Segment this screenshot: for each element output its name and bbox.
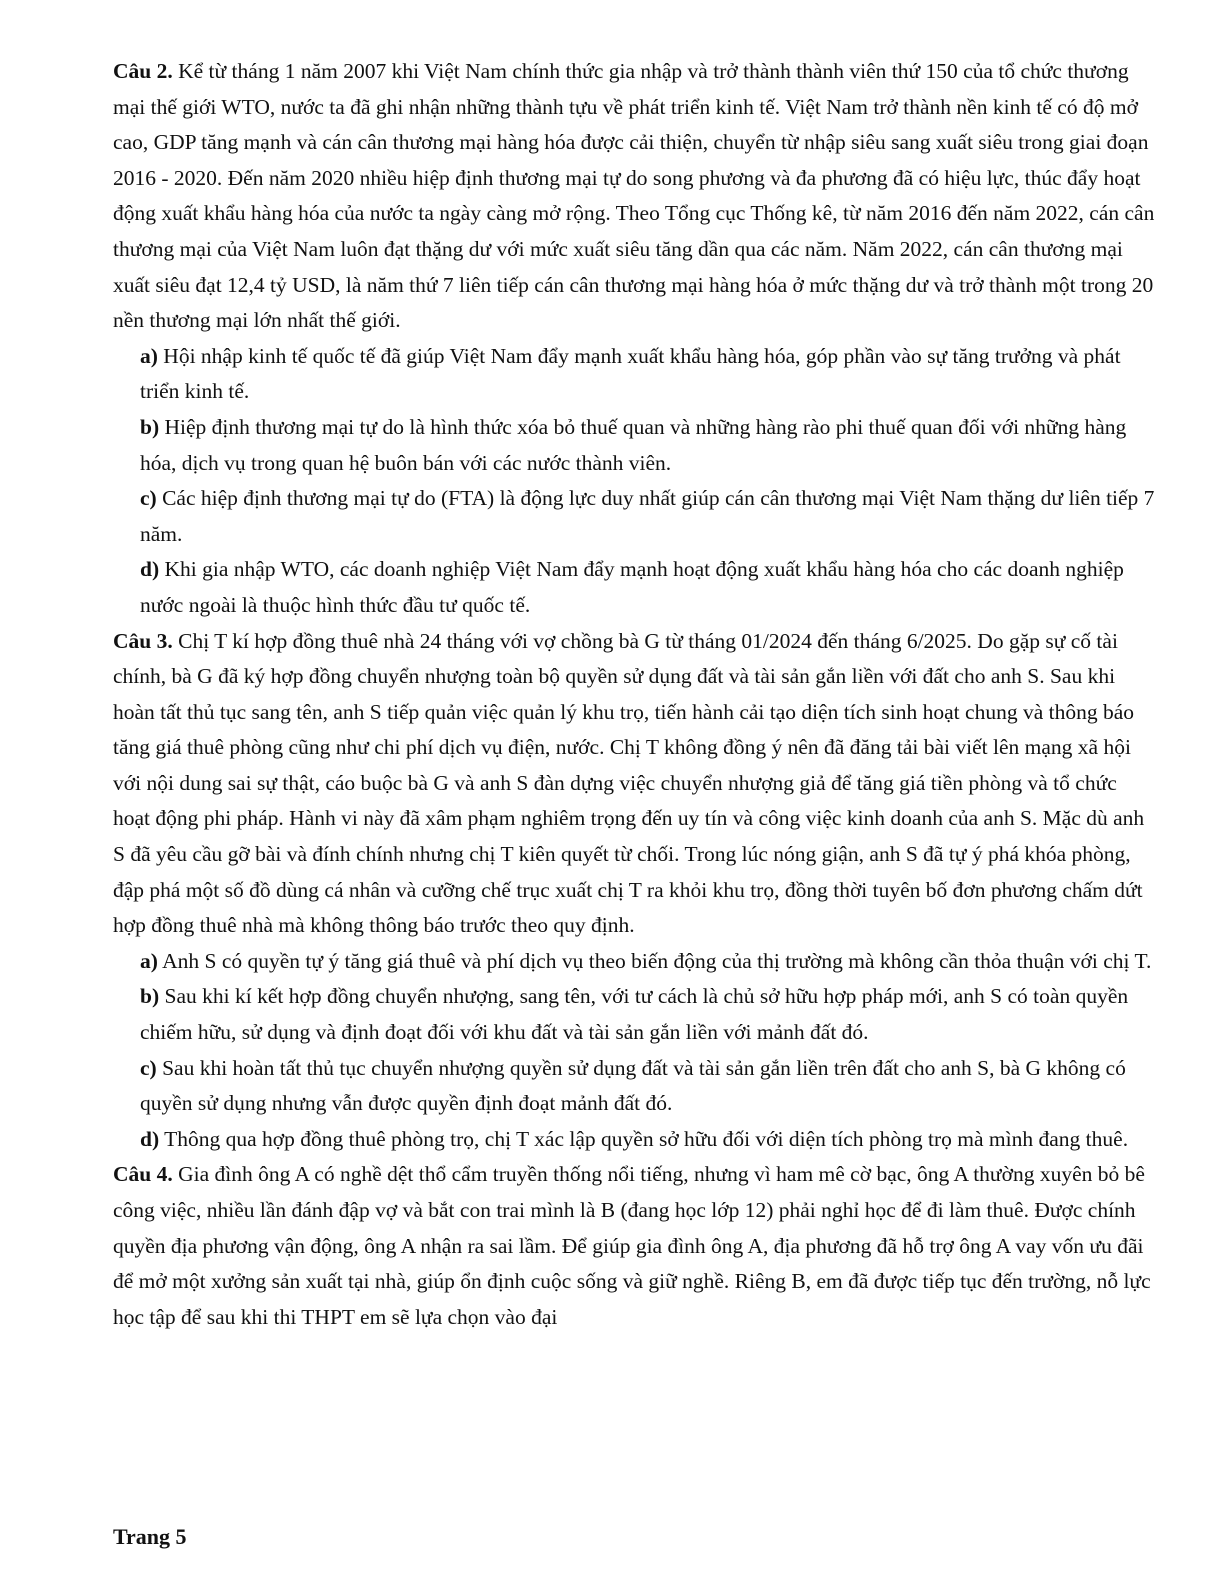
option-label: d) — [140, 1126, 160, 1151]
q2-option-b — [113, 410, 1158, 481]
option-text: Sau khi hoàn tất thủ tục chuyển nhượng quyền sử dụng đất và tài sản gắn liền trên đất cho anh S, bà G không có quyền sử dụng nhưng vẫn được quyền định đoạt mảnh đất đó. — [140, 1055, 1126, 1116]
document-body — [113, 54, 1158, 1335]
q3-option-a — [113, 944, 1158, 980]
option-text: Thông qua hợp đồng thuê phòng trọ, chị T xác lập quyền sở hữu đối với diện tích phòng trọ mà mình đang thuê. — [159, 1126, 1129, 1151]
q2-option-d — [113, 552, 1158, 623]
option-text: Các hiệp định thương mại tự do (FTA) là động lực duy nhất giúp cán cân thương mại Việt Nam thặng dư liên tiếp 7 năm. — [140, 486, 1155, 546]
question-text: Gia đình ông A có nghề dệt thổ cẩm truyền thống nổi tiếng, nhưng vì ham mê cờ bạc, ông A thường xuyên bỏ bê công việc, nhiều lần đánh đập vợ và bắt con trai mình là B (đang học lớp 12) phải nghỉ học để đi làm thuê. Được chính quyền địa phương vận động, ông A nhận ra sai lầm. Để giúp gia đình ông A, địa phương đã hỗ trợ ông A vay vốn ưu đãi để mở một xưởng sản xuất tại nhà, giúp ổn định cuộc sống và giữ nghề. Riêng B, em đã được tiếp tục đến trường, nỗ lực học tập để sau khi thi THPT em sẽ lựa chọn vào đại — [113, 1162, 1151, 1329]
option-label: a) — [140, 343, 158, 368]
option-label: a) — [140, 948, 158, 973]
question-2 — [113, 54, 1158, 339]
q2-option-a — [113, 339, 1158, 410]
question-label: Câu 3. — [113, 628, 173, 653]
option-label: c) — [140, 1055, 157, 1080]
option-label: b) — [140, 414, 160, 439]
q2-option-c — [113, 481, 1158, 552]
question-text: Chị T kí hợp đồng thuê nhà 24 tháng với vợ chồng bà G từ tháng 01/2024 đến tháng 6/2025. Do gặp sự cố tài chính, bà G đã ký hợp đồng chuyển nhượng toàn bộ quyền sử dụng đất và tài sản gắn liền với đất cho anh S. Sau khi hoàn tất thủ tục sang tên, anh S tiếp quản việc quản lý khu trọ, tiến hành cải tạo diện tích sinh hoạt chung và thông báo tăng giá thuê phòng cũng như chi phí dịch vụ điện, nước. Chị T không đồng ý nên đã đăng tải bài viết lên mạng xã hội với nội dung sai sự thật, cáo buộc bà G và anh S đàn dựng việc chuyển nhượng giả để tăng giá tiền phòng và tổ chức hoạt động phi pháp. Hành vi này đã xâm phạm nghiêm trọng đến uy tín và công việc kinh doanh của anh S. Mặc dù anh S đã yêu cầu gỡ bài và đính chính nhưng chị T kiên quyết từ chối. Trong lúc nóng giận, anh S đã tự ý phá khóa phòng, đập phá một số đồ dùng cá nhân và cưỡng chế trục xuất chị T ra khỏi khu trọ, đồng thời tuyên bố đơn phương chấm dứt hợp đồng thuê nhà mà không thông báo trước theo quy định. — [113, 628, 1145, 938]
question-label: Câu 2. — [113, 59, 173, 83]
q3-option-c — [113, 1051, 1158, 1122]
question-text: Kể từ tháng 1 năm 2007 khi Việt Nam chính thức gia nhập và trở thành thành viên thứ 150 của tổ chức thương mại thế giới WTO, nước ta đã ghi nhận những thành tựu về phát triển kinh tế. Việt Nam trở thành nền kinh tế có độ mở cao, GDP tăng mạnh và cán cân thương mại hàng hóa được cải thiện, chuyển từ nhập siêu sang xuất siêu trong giai đoạn 2016 - 2020. Đến năm 2020 nhiều hiệp định thương mại tự do song phương và đa phương đã có hiệu lực, thúc đẩy hoạt động xuất khẩu hàng hóa của nước ta ngày càng mở rộng. Theo Tổng cục Thống kê, từ năm 2016 đến năm 2022, cán cân thương mại của Việt Nam luôn đạt thặng dư với mức xuất siêu tăng dần qua các năm. Năm 2022, cán cân thương mại xuất siêu đạt 12,4 tỷ USD, là năm thứ 7 liên tiếp cán cân thương mại hàng hóa ở mức thặng dư và trở thành một trong 20 nền thương mại lớn nhất thế giới. — [113, 59, 1155, 333]
option-text: Hiệp định thương mại tự do là hình thức xóa bỏ thuế quan và những hàng rào phi thuế quan đối với những hàng hóa, dịch vụ trong quan hệ buôn bán với các nước thành viên. — [140, 414, 1127, 475]
q3-option-b — [113, 979, 1158, 1050]
question-label: Câu 4. — [113, 1162, 173, 1187]
question-4 — [113, 1157, 1158, 1335]
q3-option-d — [113, 1122, 1158, 1158]
option-text: Anh S có quyền tự ý tăng giá thuê và phí dịch vụ theo biến động của thị trường mà không cần thỏa thuận với chị T. — [157, 948, 1152, 973]
option-text: Hội nhập kinh tế quốc tế đã giúp Việt Nam đẩy mạnh xuất khẩu hàng hóa, góp phần vào sự tăng trưởng và phát triển kinh tế. — [140, 343, 1121, 404]
question-3 — [113, 624, 1158, 944]
page-number: Trang 5 — [113, 1524, 187, 1549]
option-label: d) — [140, 557, 160, 582]
option-label: b) — [140, 984, 160, 1009]
option-label: c) — [140, 486, 157, 511]
option-text: Khi gia nhập WTO, các doanh nghiệp Việt Nam đẩy mạnh hoạt động xuất khẩu hàng hóa cho các doanh nghiệp nước ngoài là thuộc hình thức đầu tư quốc tế. — [140, 557, 1124, 617]
option-text: Sau khi kí kết hợp đồng chuyển nhượng, sang tên, với tư cách là chủ sở hữu hợp pháp mới, anh S có toàn quyền chiếm hữu, sử dụng và định đoạt đối với khu đất và tài sản gắn liền với mảnh đất đó. — [140, 984, 1129, 1045]
